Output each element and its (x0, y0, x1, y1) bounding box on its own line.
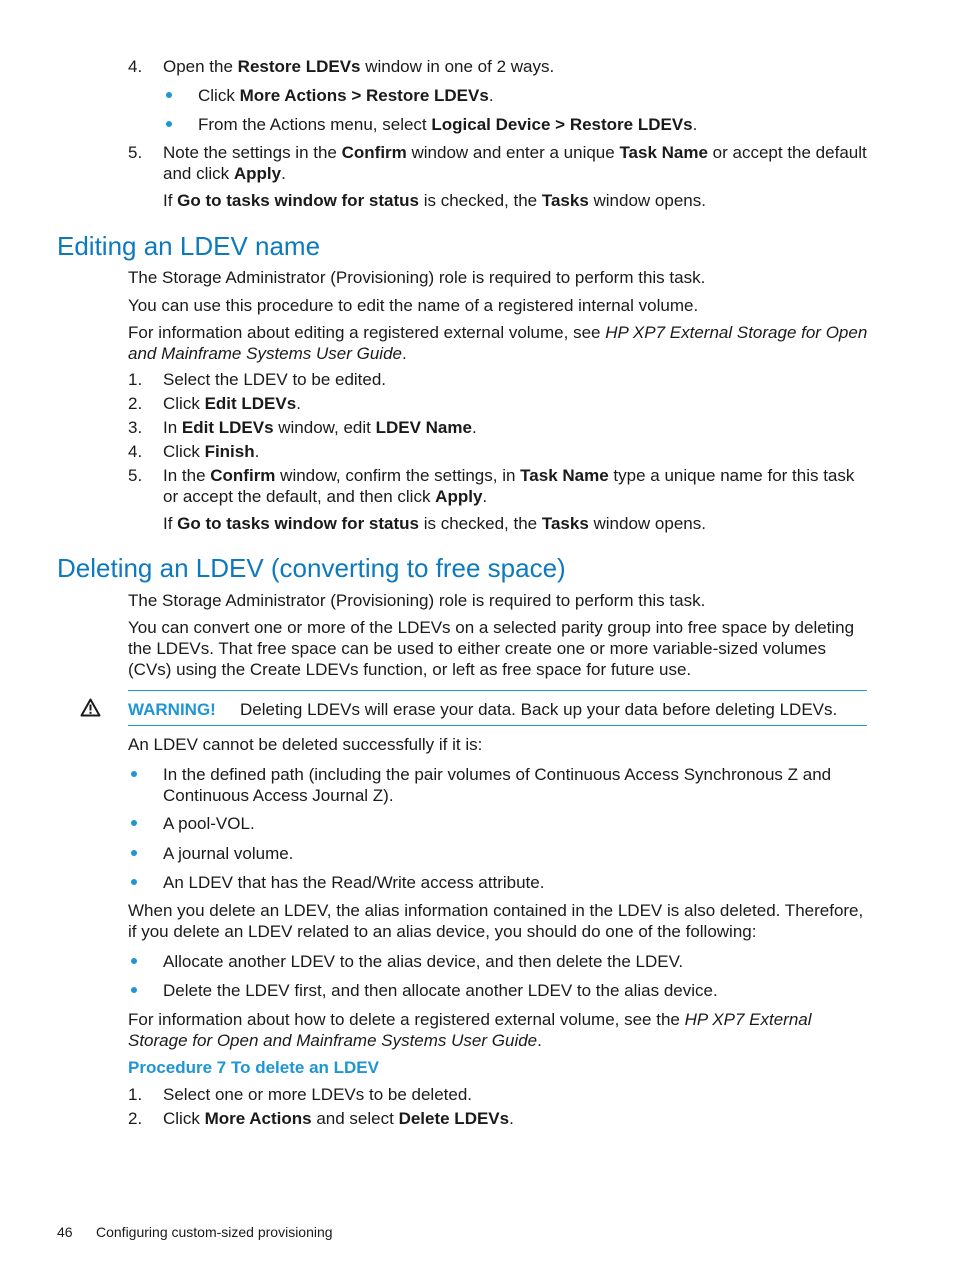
step-number: 1. (128, 370, 143, 389)
list-item: Click More Actions > Restore LDEVs. (198, 86, 494, 105)
list-item: A pool-VOL. (163, 814, 255, 833)
bullet-icon (131, 820, 137, 826)
bullet-icon (131, 771, 137, 777)
paragraph: You can use this procedure to edit the name of a registered internal volume. (128, 296, 699, 315)
section-heading: Editing an LDEV name (57, 231, 321, 261)
bullet-icon (166, 92, 172, 98)
paragraph: When you delete an LDEV, the alias information contained in the LDEV is also deleted. Therefore, if you delete an LDEV related to an alias device, you should do one of the following: (128, 901, 864, 941)
list-item: Allocate another LDEV to the alias device, and then delete the LDEV. (163, 952, 684, 971)
step-text: Select the LDEV to be edited. (163, 370, 387, 389)
step-number: 4. (128, 57, 143, 76)
footer-chapter-title: Configuring custom-sized provisioning (96, 1224, 333, 1240)
bullet-icon (166, 121, 172, 127)
warning-text: Deleting LDEVs will erase your data. Back up your data before deleting LDEVs. (240, 700, 838, 719)
step-number: 1. (128, 1085, 143, 1104)
list-item: From the Actions menu, select Logical Device > Restore LDEVs. (198, 115, 698, 134)
bullet-icon (131, 850, 137, 856)
warning-label: WARNING! (128, 700, 216, 719)
step-text: Click More Actions and select Delete LDEVs. (163, 1109, 514, 1128)
paragraph: For information about editing a registered external volume, see HP XP7 External Storage for Open and Mainframe Systems User Guide. (128, 323, 868, 363)
paragraph: An LDEV cannot be deleted successfully if it is: (128, 735, 483, 754)
page-number: 46 (57, 1224, 73, 1240)
paragraph: The Storage Administrator (Provisioning) role is required to perform this task. (128, 268, 706, 287)
list-item: Delete the LDEV first, and then allocate another LDEV to the alias device. (163, 981, 718, 1000)
section-heading: Deleting an LDEV (converting to free space) (57, 553, 566, 583)
step-text: In Edit LDEVs window, edit LDEV Name. (163, 418, 477, 437)
step-note: If Go to tasks window for status is checked, the Tasks window opens. (163, 191, 706, 210)
warning-triangle-icon (80, 698, 101, 717)
list-item: A journal volume. (163, 844, 294, 863)
list-item: An LDEV that has the Read/Write access attribute. (163, 873, 545, 892)
step-number: 2. (128, 1109, 143, 1128)
step-text: Click Finish. (163, 442, 260, 461)
step-number: 4. (128, 442, 143, 461)
step-text: Open the Restore LDEVs window in one of 2 ways. (163, 57, 555, 76)
list-item: In the defined path (including the pair volumes of Continuous Access Synchronous Z and Continuous Access Journal Z). (163, 765, 832, 805)
step-text: Select one or more LDEVs to be deleted. (163, 1085, 473, 1104)
bullet-icon (131, 958, 137, 964)
warning-top-rule (128, 690, 867, 691)
step-number: 5. (128, 143, 143, 162)
step-text: Note the settings in the Confirm window and enter a unique Task Name or accept the default and click Apply. (163, 143, 867, 183)
paragraph: You can convert one or more of the LDEVs on a selected parity group into free space by deleting the LDEVs. That free space can be used to either create one or more variable-sized volumes (CVs) using the Create LDEVs function, or left as free space for future use. (128, 618, 855, 679)
procedure-title: Procedure 7 To delete an LDEV (128, 1058, 379, 1077)
warning-bottom-rule (128, 725, 867, 726)
step-text: In the Confirm window, confirm the settings, in Task Name type a unique name for this task or accept the default, and then click Apply. (163, 466, 855, 506)
bullet-icon (131, 987, 137, 993)
paragraph: For information about how to delete a registered external volume, see the HP XP7 External Storage for Open and Mainframe Systems User Guide. (128, 1010, 812, 1050)
step-number: 2. (128, 394, 143, 413)
step-number: 3. (128, 418, 143, 437)
step-number: 5. (128, 466, 143, 485)
paragraph: The Storage Administrator (Provisioning) role is required to perform this task. (128, 591, 706, 610)
bullet-icon (131, 879, 137, 885)
step-note: If Go to tasks window for status is checked, the Tasks window opens. (163, 514, 706, 533)
step-text: Click Edit LDEVs. (163, 394, 301, 413)
